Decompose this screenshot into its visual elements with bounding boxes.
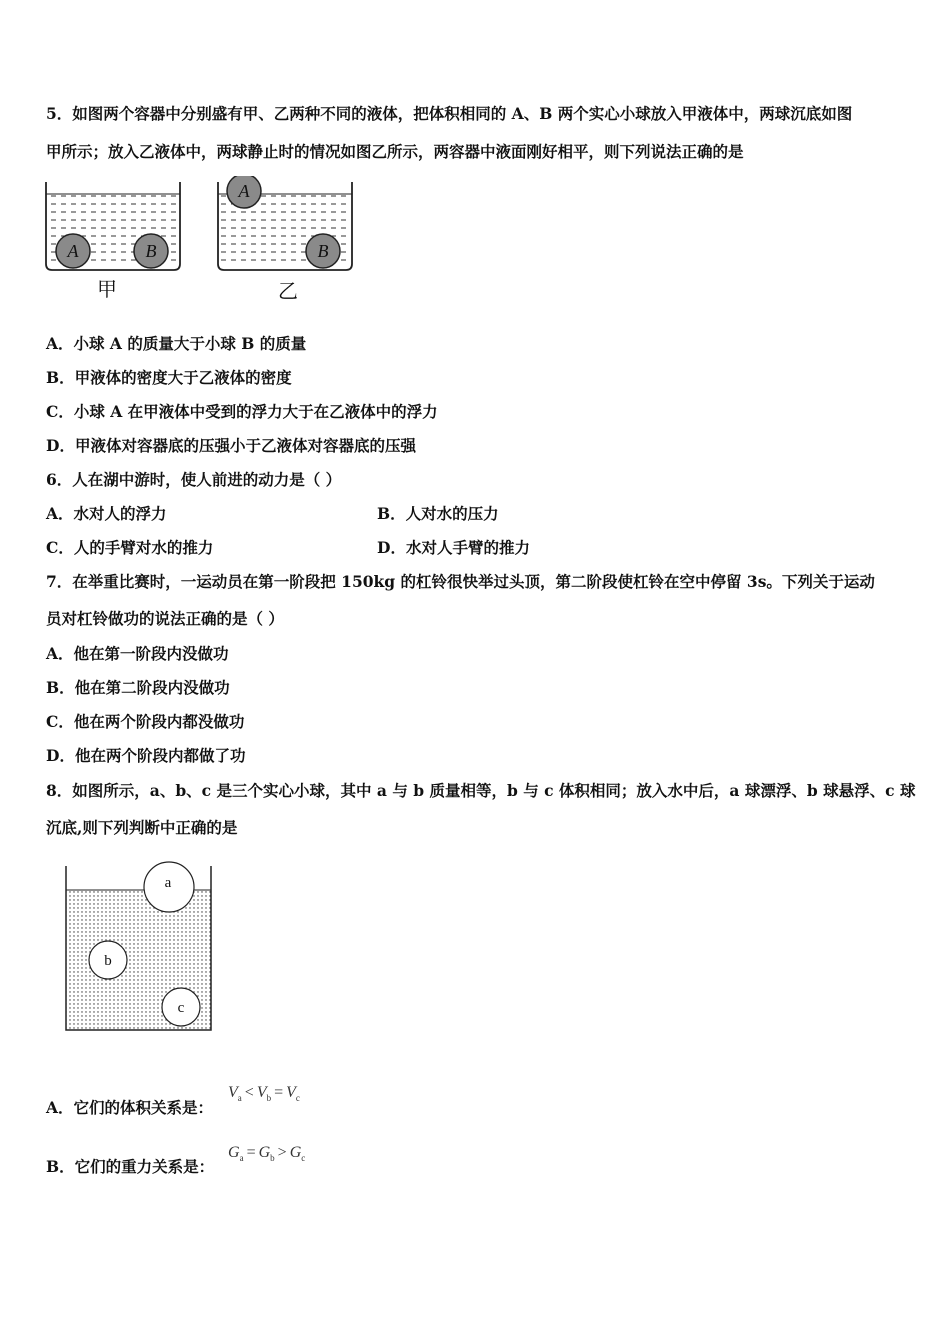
ball-b-jia-label: B [145, 241, 157, 261]
q5-stem-line1: 5．如图两个容器中分别盛有甲、乙两种不同的液体，把体积相同的 A、B 两个实心小球放入甲液体中，两球沉底如图 [46, 104, 853, 123]
q6-stem: 6．人在湖中游时，使人前进的动力是（ ） [46, 470, 342, 489]
q7-option-b: B．他在第二阶段内没做功 [46, 678, 230, 697]
q5-figure [40, 176, 360, 304]
q7-stem-line1: 7．在举重比赛时，一运动员在第一阶段把 150kg 的杠铃很快举过头顶，第二阶段使杠铃在空中停留 3s。下列关于运动 [46, 572, 875, 591]
label-jia: 甲 [97, 277, 117, 301]
q8-stem-line2: 沉底,则下列判断中正确的是 [46, 818, 238, 837]
label-yi: 乙 [278, 279, 298, 303]
q8-option-b-label: B．它们的重力关系是： [46, 1157, 215, 1176]
q5-option-b: B．甲液体的密度大于乙液体的密度 [46, 368, 292, 387]
q8-option-a-label: A．它们的体积关系是： [46, 1098, 214, 1117]
q5-stem-line2: 甲所示；放入乙液体中，两球静止时的情况如图乙所示，两容器中液面刚好相平，则下列说法正确的是 [46, 142, 744, 161]
q6-option-b: B．人对水的压力 [377, 504, 499, 523]
ball-a-label: a [164, 875, 172, 891]
q7-option-a: A．他在第一阶段内没做功 [46, 644, 229, 663]
q6-option-a: A．水对人的浮力 [46, 504, 167, 523]
q5-option-c: C．小球 A 在甲液体中受到的浮力大于在乙液体中的浮力 [46, 402, 438, 421]
q5-option-a: A．小球 A 的质量大于小球 B 的质量 [46, 334, 307, 353]
ball-b-yi-label: B [317, 241, 329, 261]
q8-option-a-formula: $V_a < V_b = V_c$ [228, 1084, 300, 1104]
container-jia [46, 182, 180, 301]
q6-option-d: D．水对人手臂的推力 [377, 538, 530, 557]
ball-a-jia-label: A [67, 241, 79, 261]
q5-option-d: D．甲液体对容器底的压强小于乙液体对容器底的压强 [46, 436, 416, 455]
container-yi [218, 176, 352, 303]
q8-option-b-formula: $G_a = G_b > G_c$ [228, 1144, 306, 1164]
q7-option-c: C．他在两个阶段内都没做功 [46, 712, 245, 731]
q7-stem-line2: 员对杠铃做功的说法正确的是（ ） [46, 609, 284, 628]
ball-c-label: c [177, 1000, 185, 1016]
q6-option-c: C．人的手臂对水的推力 [46, 538, 214, 557]
q7-option-d: D．他在两个阶段内都做了功 [46, 746, 246, 765]
ball-a-yi-label: A [238, 181, 250, 201]
q8-figure [60, 858, 220, 1038]
q8-stem-line1: 8．如图所示，a、b、c 是三个实心小球，其中 a 与 b 质量相等，b 与 c 体积相同；放入水中后，a 球漂浮、b 球悬浮、c 球 [46, 781, 916, 800]
ball-b-label: b [104, 953, 112, 969]
